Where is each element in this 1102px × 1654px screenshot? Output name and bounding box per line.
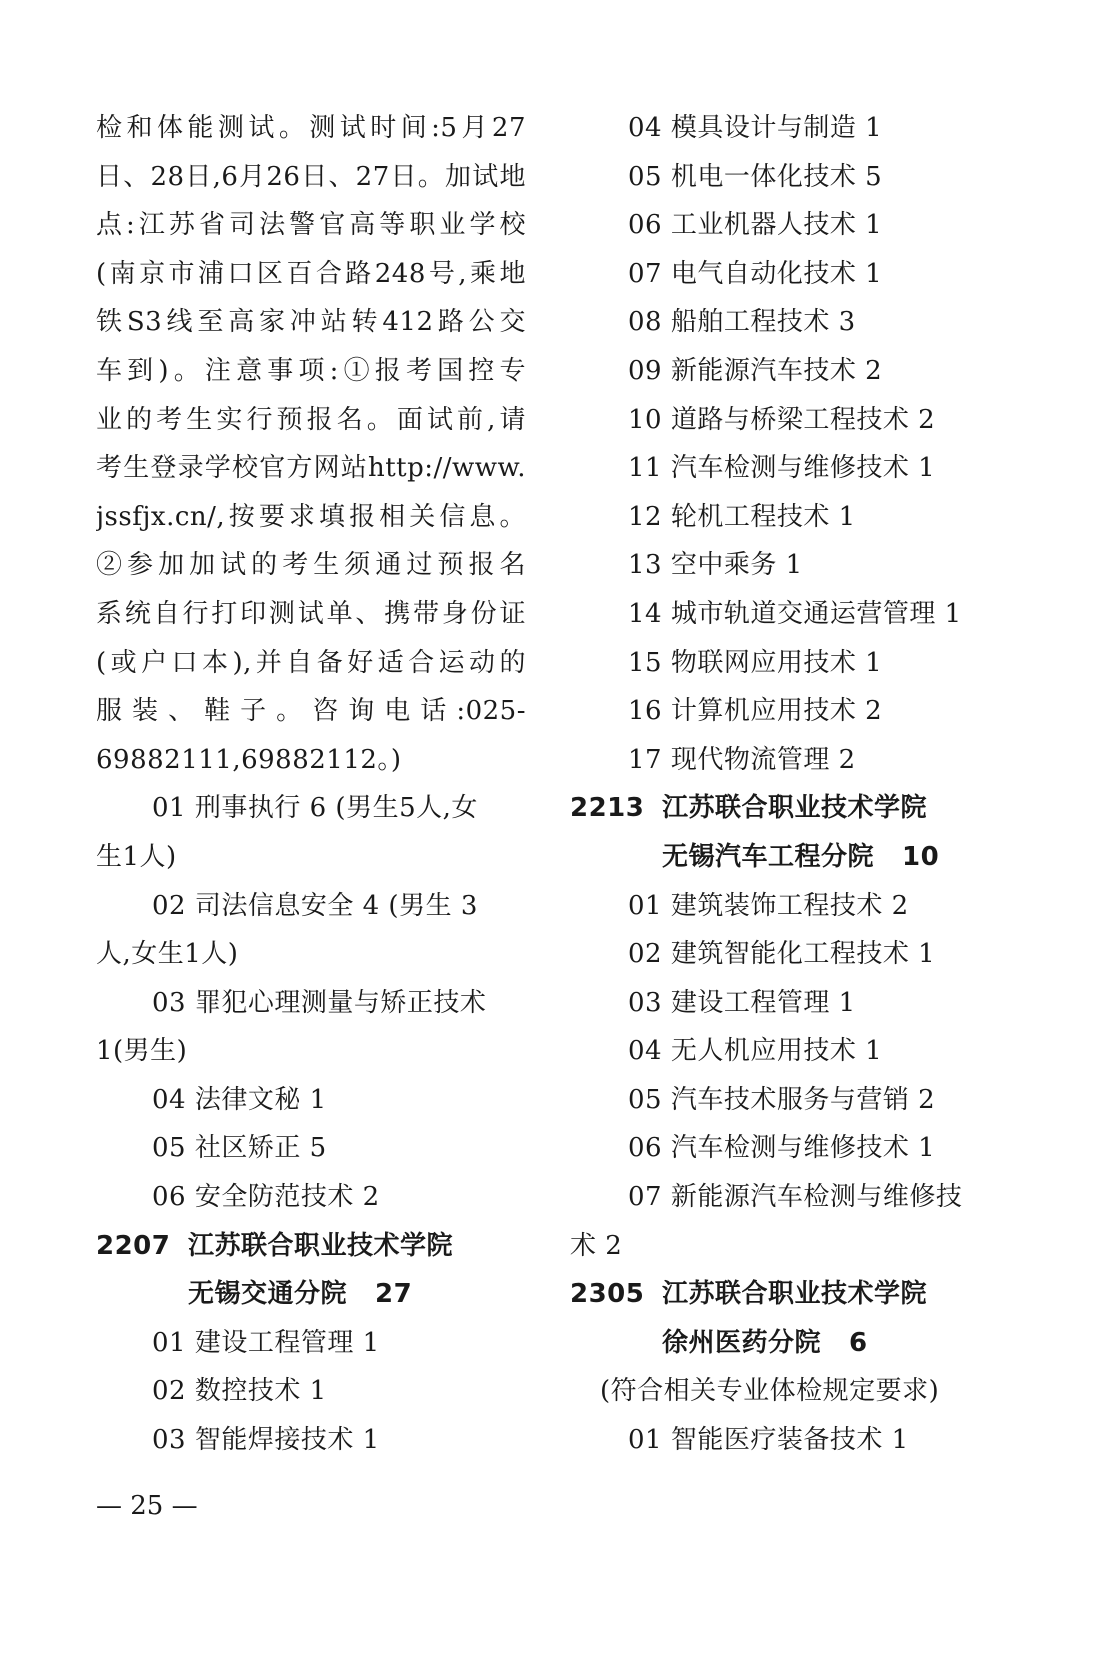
notice-line: (南京市浦口区百合路248号,乘地 <box>96 258 526 289</box>
major-item: 16 计算机应用技术 2 <box>628 696 883 727</box>
school-branch <box>570 833 1010 882</box>
major-item: 06 安全防范技术 2 <box>152 1182 380 1213</box>
admission-notice <box>96 104 526 784</box>
major-item: 09 新能源汽车技术 2 <box>628 355 883 386</box>
school-code: 2305 <box>570 1279 645 1310</box>
notice-line: 检和体能测试。测试时间:5月27 <box>96 113 526 143</box>
major-item: 03 建设工程管理 1 <box>628 987 856 1018</box>
branch-name: 无锡汽车工程分院 <box>662 841 875 872</box>
notice-line: jssfjx.cn/,按要求填报相关信息。 <box>96 501 526 532</box>
major-item: 07 新能源汽车检测与维修技 <box>628 1182 963 1213</box>
major-item-continued: 术 2 <box>570 1230 623 1261</box>
left-column <box>96 104 526 1465</box>
notice-line: (或户口本),并自备好适合运动的 <box>96 647 526 678</box>
school-heading <box>570 784 1010 833</box>
major-item: 05 机电一体化技术 5 <box>628 161 883 192</box>
school-name: 江苏联合职业技术学院 <box>662 793 928 824</box>
major-item: 03 罪犯心理测量与矫正技术 <box>152 987 487 1018</box>
major-item: 10 道路与桥梁工程技术 2 <box>628 404 936 435</box>
school-name: 江苏联合职业技术学院 <box>662 1279 928 1310</box>
branch-name: 徐州医药分院 <box>662 1327 822 1358</box>
major-item: 08 船舶工程技术 3 <box>628 307 856 338</box>
school-branch <box>570 1319 1010 1368</box>
major-item: 15 物联网应用技术 1 <box>628 647 883 678</box>
school-heading <box>570 1270 1010 1319</box>
notice-line: 铁S3线至高家冲站转412路公交 <box>96 307 526 338</box>
major-item: 11 汽车检测与维修技术 1 <box>628 453 936 484</box>
major-item: 12 轮机工程技术 1 <box>628 501 856 532</box>
major-item: 01 刑事执行 6 (男生5人,女 <box>152 793 478 824</box>
major-item: 01 智能医疗装备技术 1 <box>628 1425 909 1456</box>
major-item: 14 城市轨道交通运营管理 1 <box>628 598 962 629</box>
major-item: 02 建筑智能化工程技术 1 <box>628 939 936 970</box>
physical-exam-note: (符合相关专业体检规定要求) <box>600 1376 940 1407</box>
major-item: 06 工业机器人技术 1 <box>628 210 883 241</box>
major-item: 01 建设工程管理 1 <box>152 1327 380 1358</box>
school-code: 2213 <box>570 793 645 824</box>
notice-line: 系统自行打印测试单、携带身份证 <box>96 598 526 629</box>
major-item: 03 智能焊接技术 1 <box>152 1425 380 1456</box>
major-item: 06 汽车检测与维修技术 1 <box>628 1133 936 1164</box>
right-column <box>570 104 1010 1465</box>
major-item-continued: 生1人) <box>96 841 177 872</box>
enrollment-count: 27 <box>375 1279 413 1310</box>
notice-line: 车到)。注意事项:①报考国控专 <box>96 355 526 386</box>
school-heading <box>96 1222 526 1271</box>
school-code: 2207 <box>96 1230 171 1261</box>
major-item-continued: 1(男生) <box>96 1036 188 1067</box>
school-branch <box>96 1270 526 1319</box>
major-item: 02 司法信息安全 4 (男生 3 <box>152 890 478 921</box>
major-item: 05 社区矫正 5 <box>152 1133 327 1164</box>
branch-name: 无锡交通分院 <box>188 1279 348 1310</box>
page-number: — 25 — <box>96 1491 198 1521</box>
major-item: 04 法律文秘 1 <box>152 1084 327 1115</box>
major-item: 17 现代物流管理 2 <box>628 744 856 775</box>
major-item-continued: 人,女生1人) <box>96 939 239 970</box>
major-item: 02 数控技术 1 <box>152 1376 327 1407</box>
enrollment-count: 6 <box>849 1327 868 1358</box>
school-name: 江苏联合职业技术学院 <box>188 1230 454 1261</box>
major-item: 07 电气自动化技术 1 <box>628 258 883 289</box>
notice-line: 69882111,69882112。) <box>96 744 402 775</box>
major-item: 04 无人机应用技术 1 <box>628 1036 883 1067</box>
notice-line: 考生登录学校官方网站http://www. <box>96 453 526 484</box>
notice-line: 点:江苏省司法警官高等职业学校 <box>96 210 526 241</box>
major-item: 13 空中乘务 1 <box>628 550 803 581</box>
notice-line: ②参加加试的考生须通过预报名 <box>96 550 526 581</box>
notice-line: 业的考生实行预报名。面试前,请 <box>96 404 526 435</box>
enrollment-count: 10 <box>902 841 940 872</box>
major-item: 05 汽车技术服务与营销 2 <box>628 1084 936 1115</box>
notice-line: 服装、鞋子。咨询电话:025- <box>96 696 526 727</box>
major-item: 01 建筑装饰工程技术 2 <box>628 890 909 921</box>
major-item: 04 模具设计与制造 1 <box>628 113 883 143</box>
notice-line: 日、28日,6月26日、27日。加试地 <box>96 161 526 192</box>
